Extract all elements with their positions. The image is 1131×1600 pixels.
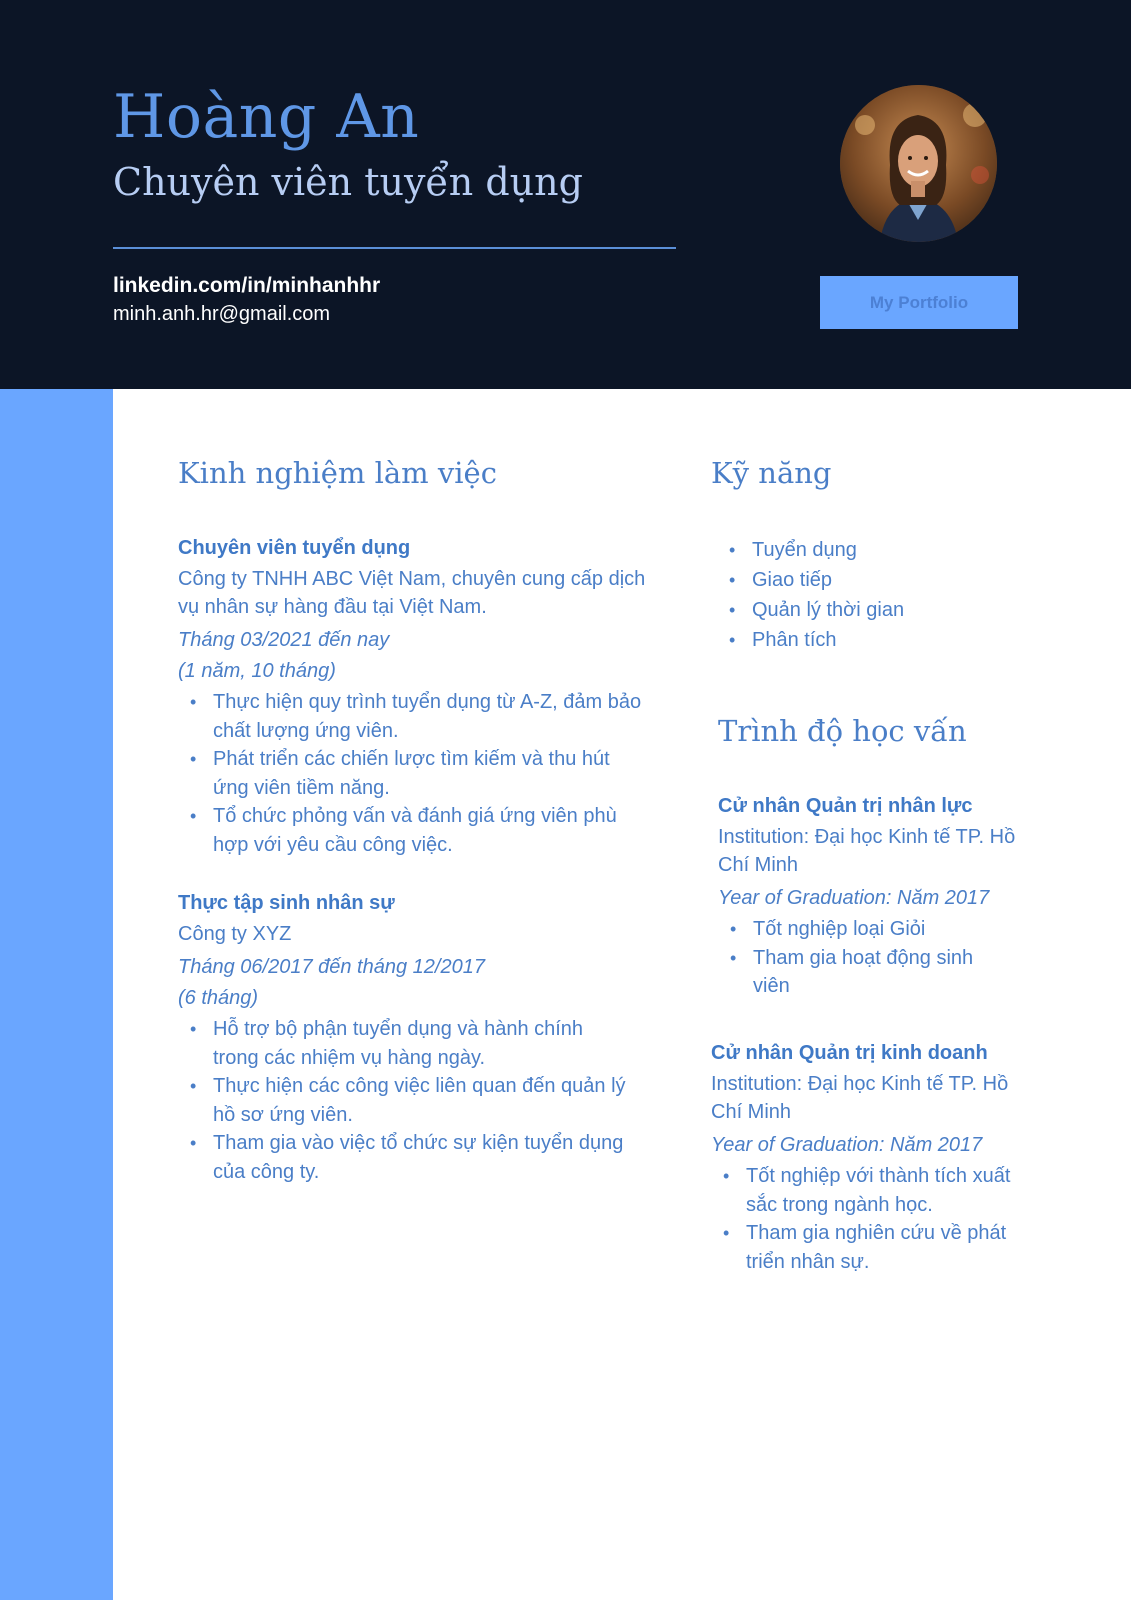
degree-bullets [711,1162,1011,1276]
portfolio-button[interactable]: My Portfolio [820,276,1018,329]
degree-institution: Institution: Đại học Kinh tế TP. Hồ Chí Minh [718,826,1016,876]
job-title: Chuyên viên tuyển dụng [178,537,411,559]
side-accent-stripe [0,389,113,1600]
degree-institution: Institution: Đại học Kinh tế TP. Hồ Chí Minh [711,1073,1009,1123]
job-bullets [178,688,648,859]
job-duration: (1 năm, 10 tháng) [178,660,336,682]
skill-item: • Quản lý thời gian [717,595,1037,625]
job-period: Tháng 06/2017 đến tháng 12/2017 [178,956,485,978]
list-item: • Tham gia hoạt động sinh viên [718,944,1008,1001]
list-item: • Tham gia nghiên cứu về phát triển nhân sự. [711,1219,1011,1276]
profile-photo [840,85,997,242]
skills-list [717,535,1037,655]
resume-header [0,0,1131,389]
list-item: • Thực hiện quy trình tuyển dụng từ A-Z, đảm bảo chất lượng ứng viên. [178,688,648,745]
degree-graduation: Year of Graduation: Năm 2017 [718,887,990,909]
list-item: • Tham gia vào việc tổ chức sự kiện tuyển dụng của công ty. [178,1129,628,1186]
list-item: • Phát triển các chiến lược tìm kiếm và thu hút ứng viên tiềm năng. [178,745,648,802]
skill-item: • Phân tích [717,625,1037,655]
profile-photo-image [840,85,997,242]
education-heading: Trình độ học vấn [718,714,967,748]
linkedin-link[interactable]: linkedin.com/in/minhanhhr [113,274,381,297]
job-company: Công ty XYZ [178,923,292,945]
list-item: • Hỗ trợ bộ phận tuyển dụng và hành chính trong các nhiệm vụ hàng ngày. [178,1015,628,1072]
skill-item: • Tuyển dụng [717,535,1037,565]
job-title: Thực tập sinh nhân sự [178,892,395,914]
degree-graduation: Year of Graduation: Năm 2017 [711,1134,983,1156]
header-divider [113,247,676,249]
list-item: • Tổ chức phỏng vấn và đánh giá ứng viên phù hợp với yêu cầu công việc. [178,802,648,859]
candidate-name: Hoàng An [113,82,420,152]
degree-title: Cử nhân Quản trị nhân lực [718,795,973,817]
job-bullets [178,1015,628,1186]
job-company: Công ty TNHH ABC Việt Nam, chuyên cung cấp dịch vụ nhân sự hàng đầu tại Việt Nam. [178,568,646,618]
candidate-role: Chuyên viên tuyển dụng [113,160,583,204]
job-duration: (6 tháng) [178,987,259,1009]
job-period: Tháng 03/2021 đến nay [178,629,390,651]
list-item: • Thực hiện các công việc liên quan đến quản lý hồ sơ ứng viên. [178,1072,628,1129]
skill-item: • Giao tiếp [717,565,1037,595]
degree-title: Cử nhân Quản trị kinh doanh [711,1042,988,1064]
list-item: • Tốt nghiệp với thành tích xuất sắc trong ngành học. [711,1162,1011,1219]
email-link[interactable]: minh.anh.hr@gmail.com [113,303,331,325]
experience-heading: Kinh nghiệm làm việc [178,456,497,490]
degree-bullets [718,915,1008,1001]
list-item: • Tốt nghiệp loại Giỏi [718,915,1008,944]
skills-heading: Kỹ năng [711,456,832,490]
